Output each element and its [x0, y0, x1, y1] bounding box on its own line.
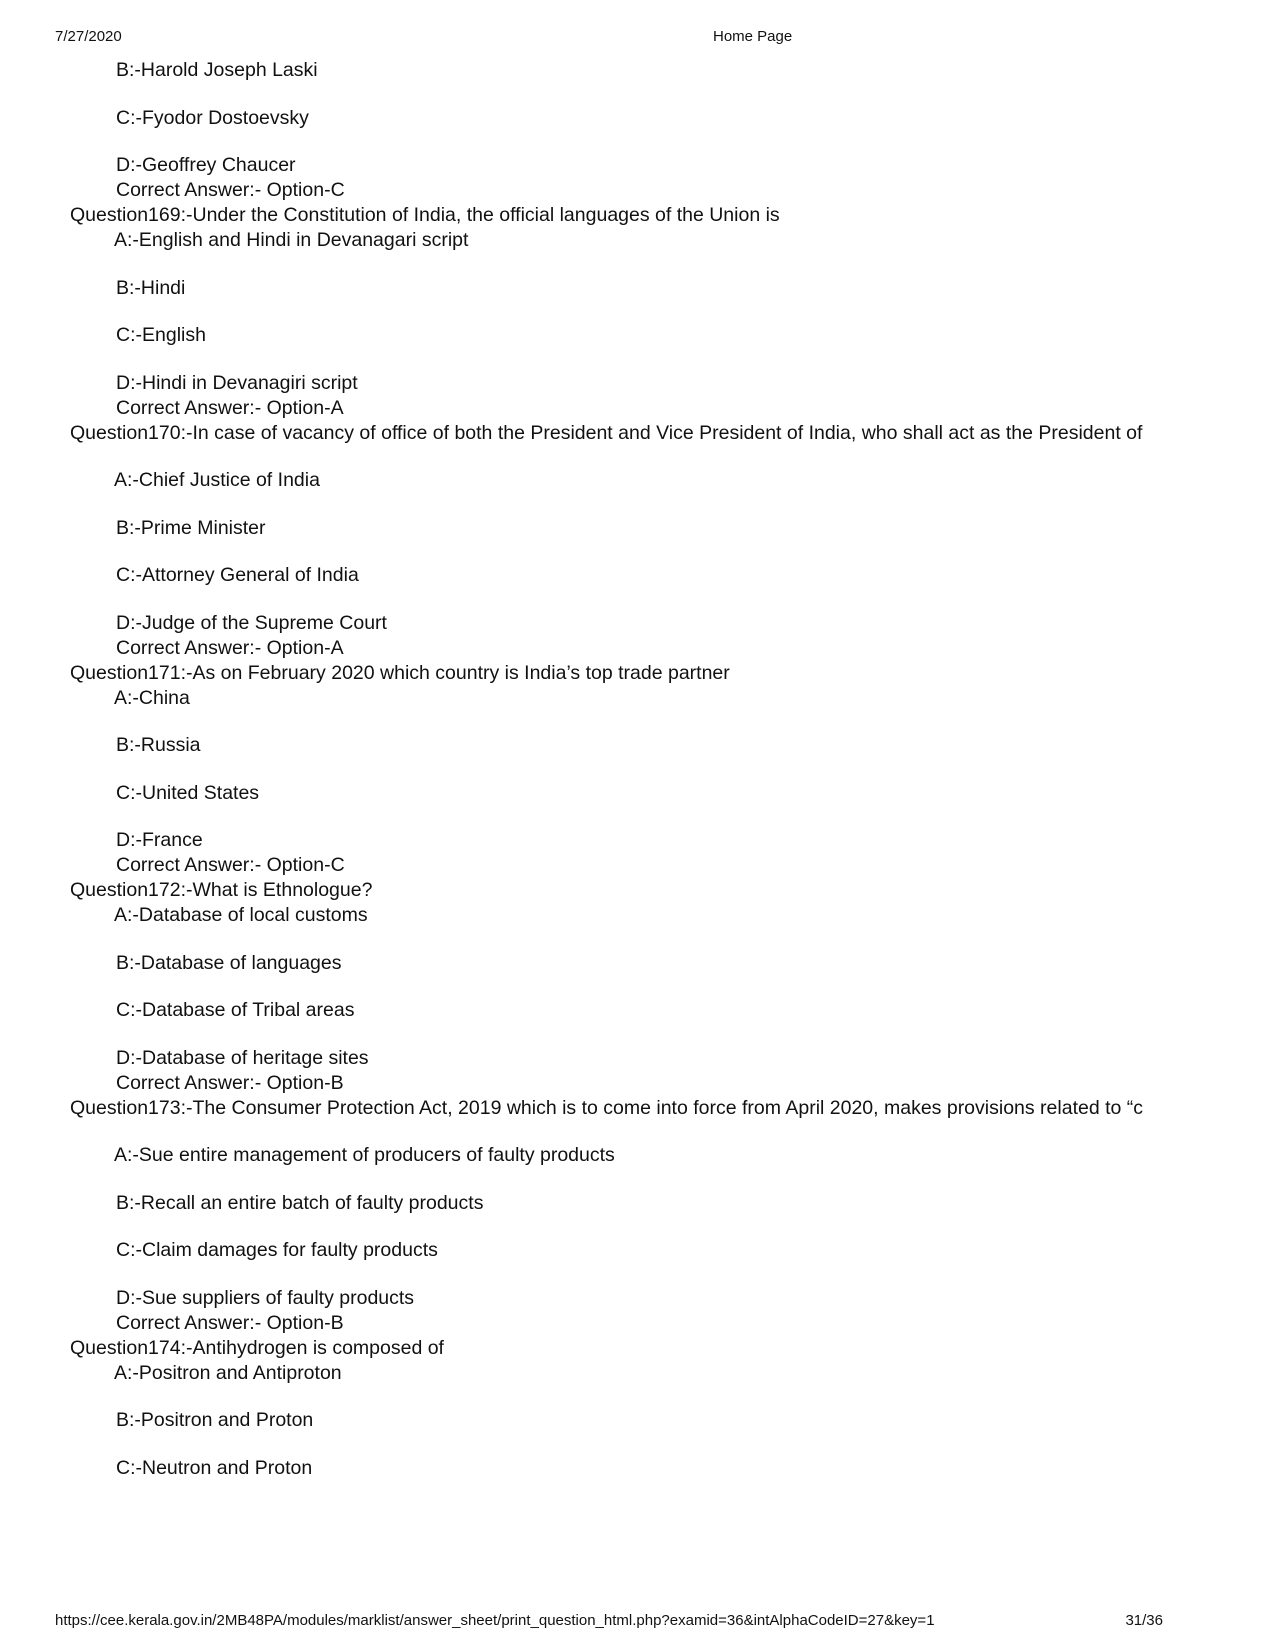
page-url: https://cee.kerala.gov.in/2MB48PA/modules/marklist/answer_sheet/print_question_html.php?examid=36&intAlphaCodeID=27&key=1	[55, 1612, 935, 1629]
question-text: Question174:-Antihydrogen is composed of	[70, 1336, 444, 1359]
option-d: D:-Database of heritage sites	[116, 1046, 369, 1069]
option-b: B:-Positron and Proton	[116, 1409, 314, 1431]
question-text: Question171:-As on February 2020 which country is India’s top trade partner	[70, 661, 730, 684]
option-d: D:-Sue suppliers of faulty products	[116, 1286, 415, 1309]
option-d: D:-Geoffrey Chaucer	[116, 154, 296, 176]
question-text: Question170:-In case of vacancy of office of both the President and Vice President of India, who shall act as the President of	[70, 421, 1143, 444]
correct-answer: Correct Answer:- Option-A	[116, 396, 344, 419]
option-c: C:-Attorney General of India	[116, 564, 359, 586]
option-d: D:-Hindi in Devanagiri script	[116, 371, 358, 394]
question-list	[0, 58, 1222, 1481]
page-number: 31/36	[1125, 1612, 1163, 1629]
option-a: A:-English and Hindi in Devanagari script	[114, 229, 469, 251]
option-b: B:-Recall an entire batch of faulty products	[116, 1191, 484, 1214]
correct-answer: Correct Answer:- Option-A	[116, 636, 344, 659]
option-b: B:-Prime Minister	[116, 516, 266, 539]
correct-answer: Correct Answer:- Option-B	[116, 1071, 344, 1094]
option-b: B:-Hindi	[116, 276, 186, 299]
print-header	[55, 28, 1163, 48]
question-text: Question169:-Under the Constitution of India, the official languages of the Union is	[70, 204, 780, 226]
print-footer	[55, 1612, 1163, 1632]
option-c: C:-English	[116, 324, 206, 346]
page-title: Home Page	[713, 28, 793, 45]
option-b: B:-Harold Joseph Laski	[116, 59, 318, 81]
option-a: A:-Sue entire management of producers of faulty products	[114, 1144, 615, 1166]
option-c: C:-Claim damages for faulty products	[116, 1239, 438, 1261]
option-a: A:-China	[114, 686, 190, 709]
option-a: A:-Database of local customs	[114, 904, 368, 926]
correct-answer: Correct Answer:- Option-C	[116, 854, 345, 876]
option-c: C:-Database of Tribal areas	[116, 999, 355, 1021]
option-d: D:-Judge of the Supreme Court	[116, 611, 387, 634]
correct-answer: Correct Answer:- Option-C	[116, 179, 345, 201]
option-b: B:-Russia	[116, 734, 201, 756]
question-text: Question172:-What is Ethnologue?	[70, 879, 373, 901]
question-text: Question173:-The Consumer Protection Act, 2019 which is to come into force from April 2020, makes provisions related to “c	[70, 1096, 1144, 1119]
option-c: C:-United States	[116, 781, 260, 804]
option-a: A:-Positron and Antiproton	[114, 1361, 342, 1384]
option-c: C:-Neutron and Proton	[116, 1456, 313, 1479]
option-c: C:-Fyodor Dostoevsky	[116, 106, 309, 129]
option-a: A:-Chief Justice of India	[114, 469, 320, 491]
option-b: B:-Database of languages	[116, 951, 342, 974]
option-d: D:-France	[116, 829, 203, 851]
correct-answer: Correct Answer:- Option-B	[116, 1311, 344, 1334]
print-date: 7/27/2020	[55, 28, 122, 45]
